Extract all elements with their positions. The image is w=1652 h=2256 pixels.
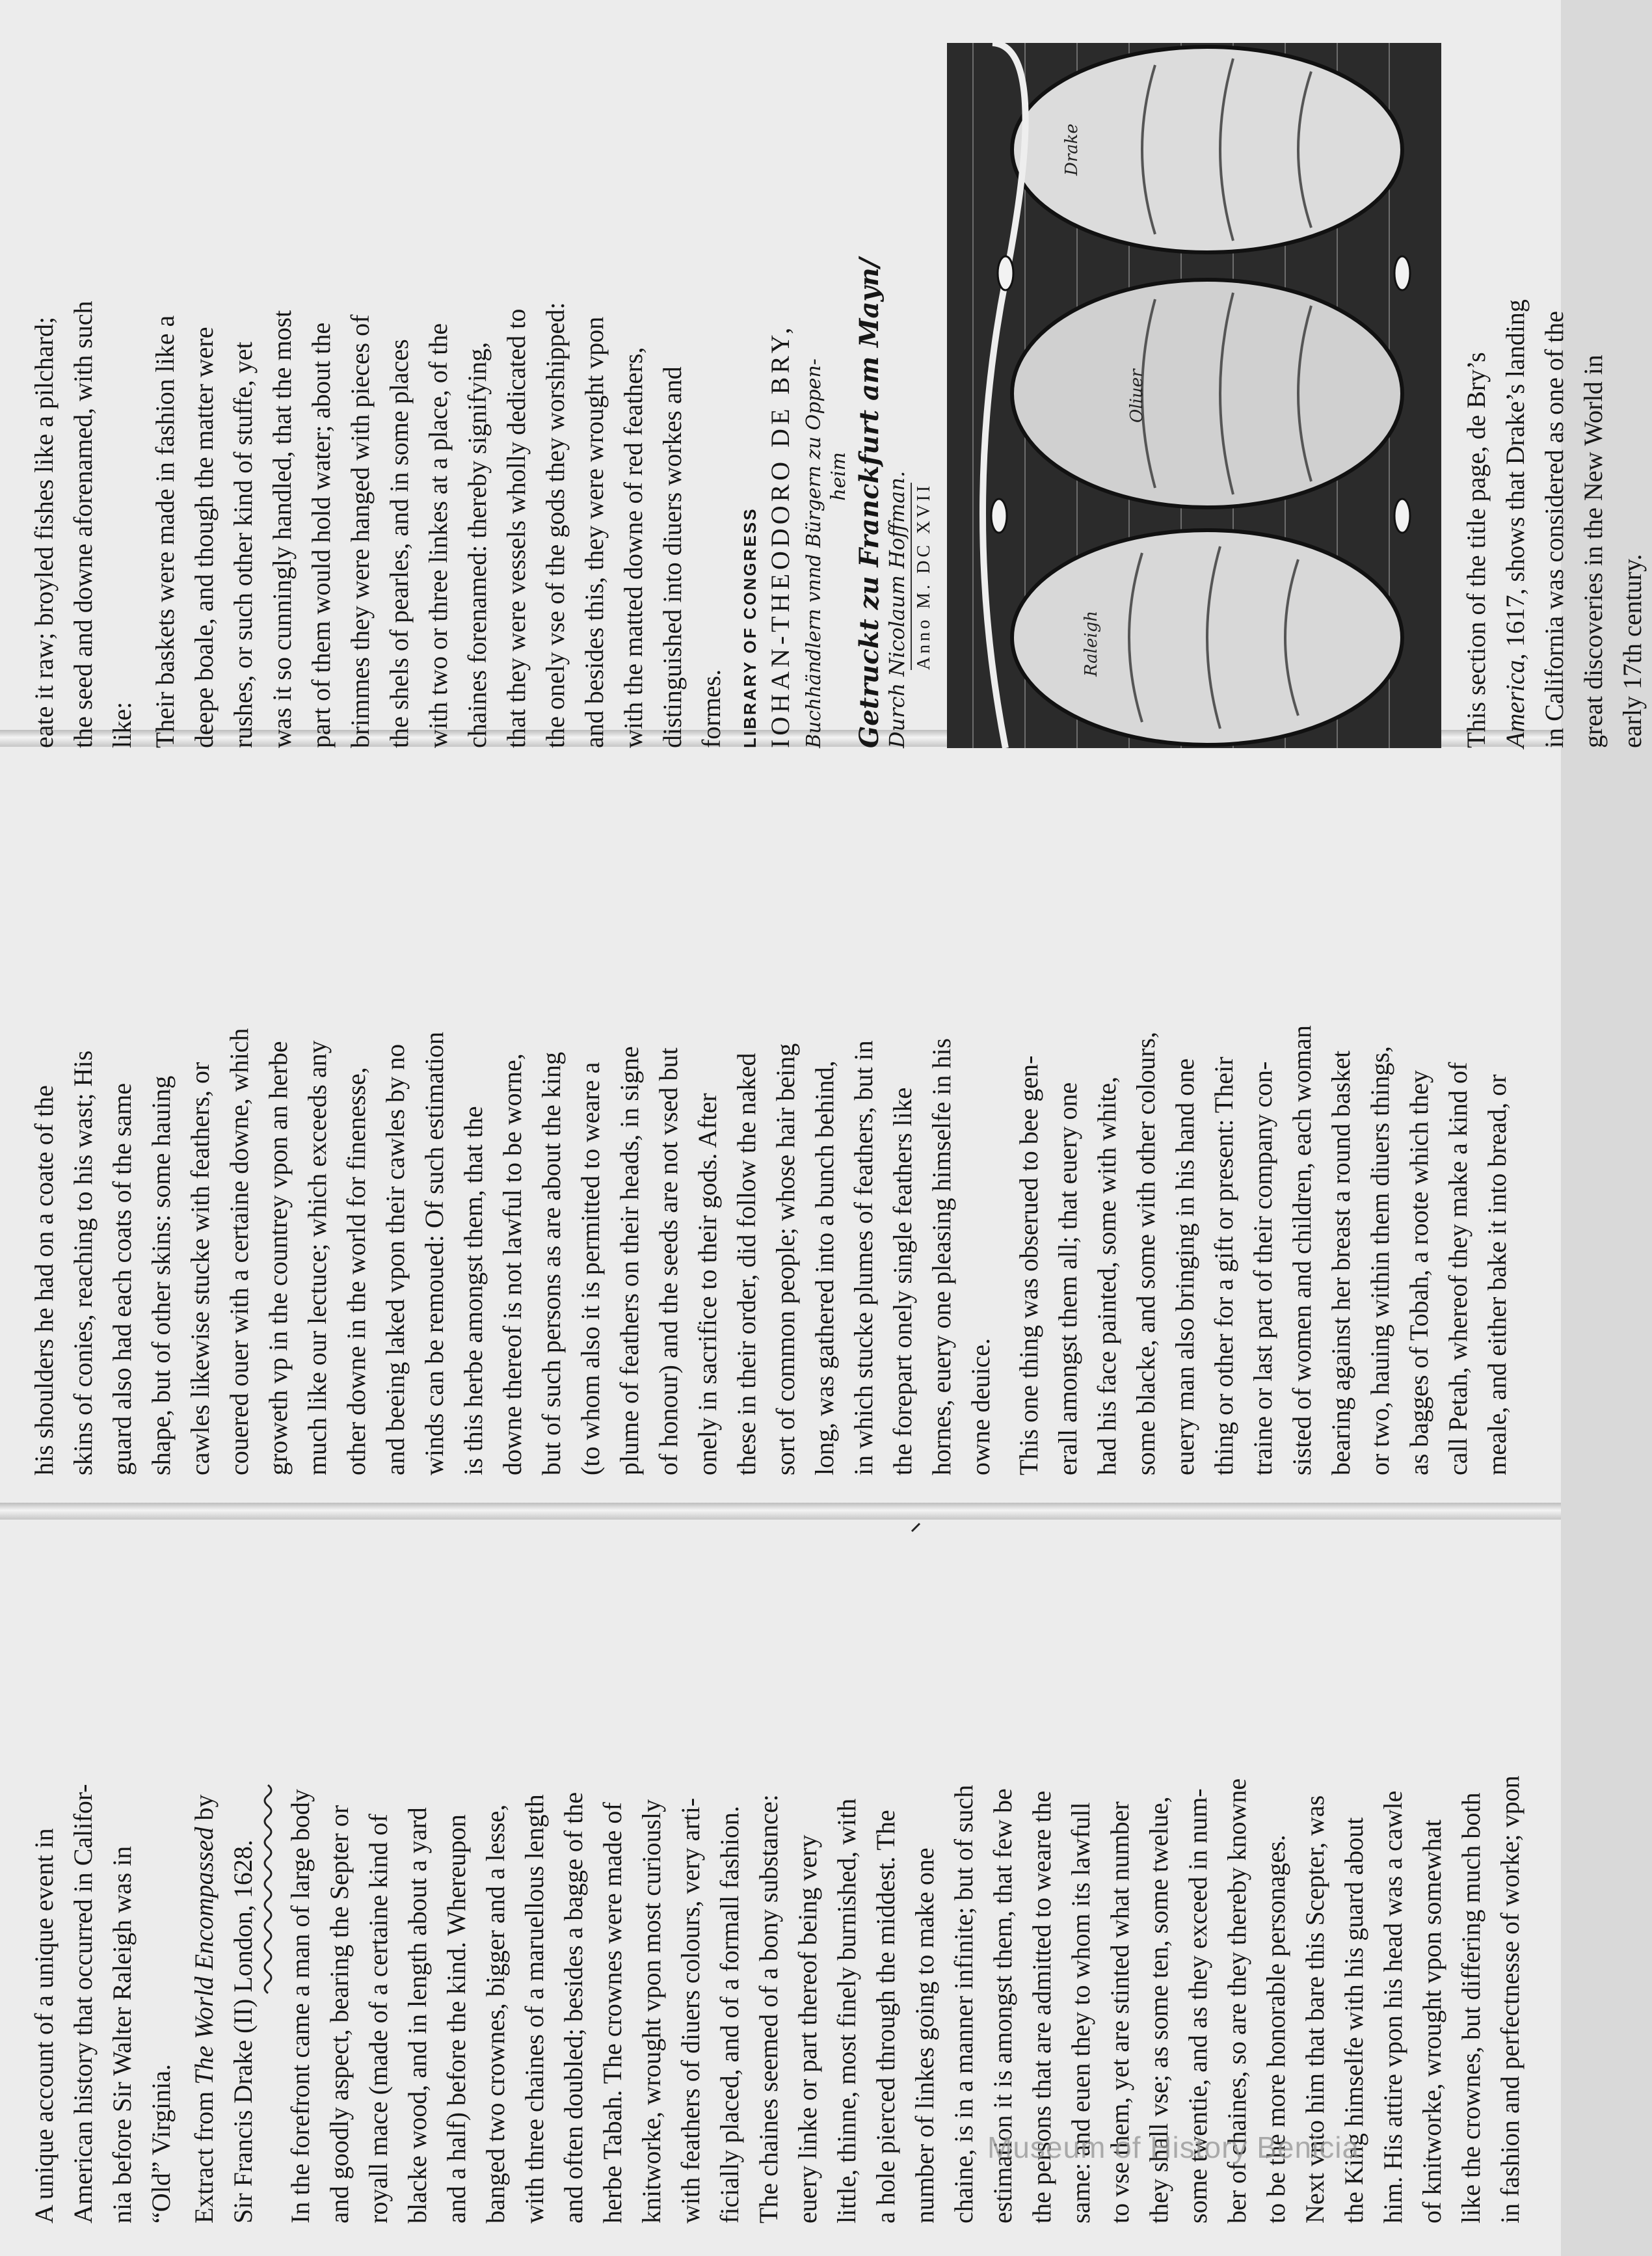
text-line: like:: [107, 701, 137, 748]
text-line: knitworke, wrought vpon most curiously: [637, 1799, 666, 2223]
text-line: brimmes they were hanged with pieces of: [345, 314, 375, 748]
text-line: the seed and downe aforenamed, with such: [68, 301, 98, 748]
extract-author: Sir Francis Drake (II) London, 1628.: [228, 1840, 258, 2223]
text-line: some blacke, and some with other colours,: [1131, 1031, 1160, 1475]
text-line: call Petah, whereof they make a kind of: [1443, 1062, 1472, 1475]
caption-line: early 17th century.: [1618, 554, 1647, 748]
text-line: traine or last part of their company con-: [1248, 1061, 1277, 1475]
caption-line: in California was considered as one of the: [1539, 310, 1569, 748]
text-line: with two or three linkes at a place, of the: [423, 323, 453, 748]
text-line: in which stucke plumes of feathers, but in: [849, 1040, 878, 1475]
middle-panel: [0, 752, 1561, 1504]
text-line: part of them would hold water; about the: [306, 322, 336, 748]
right-panel: [0, 25, 1647, 777]
text-line: royall mace (made of a certaine kind of: [364, 1814, 393, 2223]
text-line: sisted of women and children, each woman: [1287, 1025, 1316, 1475]
portrait-label: Drake: [1062, 124, 1082, 176]
text-line: like the crownes, but differing much both: [1456, 1792, 1485, 2223]
text-line: long, was gathered into a bunch behind,: [810, 1060, 839, 1475]
text-line: Their baskets were made in fashion like a: [150, 315, 180, 748]
text-line: him. His attire vpon his head was a cawle: [1378, 1790, 1407, 2223]
imprint-line: heim: [827, 451, 850, 501]
text-line: thing or other for a gift or present: Their: [1209, 1056, 1238, 1475]
text-line: eate it raw; broyled fishes like a pilchard;: [29, 316, 59, 748]
text-line: they shall vse; as some ten, some twelue,: [1144, 1796, 1173, 2223]
text-line: ficially placed, and of a formall fashion.: [715, 1806, 744, 2223]
intro-line: “Old” Virginia.: [146, 2064, 176, 2223]
text-line: to be the more honorable personages.: [1261, 1834, 1290, 2223]
text-line: chaines forenamed: thereby signifying,: [462, 342, 492, 748]
text-line: shape, but of other skins: some hauing: [146, 1075, 176, 1475]
text-line: euery linke or part thereof being very: [793, 1834, 822, 2223]
portrait-label: Oliuer: [1127, 369, 1147, 423]
de-bry-title-page-engraving: [740, 43, 1443, 748]
text-line: in fashion and perfectnesse of worke; vpon: [1495, 1775, 1525, 2223]
text-line: a hole pierced through the middest. The: [871, 1810, 900, 2223]
pencil-mark: [911, 1522, 921, 1533]
intro-line: American history that occurred in Califor-: [68, 1784, 98, 2223]
text-line: some twentie, and as they exceed in num-: [1183, 1788, 1212, 2223]
caption-line: This section of the title page, de Bry’s: [1461, 352, 1491, 748]
text-line: In the forefront came a man of large body: [286, 1789, 315, 2223]
text-line: much like our lectuce; which exceeds any: [302, 1040, 332, 1475]
globe-portrait-drake: [1012, 47, 1402, 252]
text-line: formes.: [697, 669, 726, 748]
text-line: and goodly aspect, bearing the Septer or: [325, 1805, 354, 2223]
text-line: rushes, or such other kind of stuffe, yet: [228, 342, 258, 748]
engraving-caption: [1457, 48, 1652, 748]
text-line: number of linkes going to make one: [910, 1847, 939, 2223]
engraving-imprint: [740, 43, 939, 748]
engraving-illustration: [947, 43, 1441, 748]
text-line: cawles likewise stucke with feathers, or: [185, 1062, 215, 1475]
text-line: erall amongst them all; that euery one: [1053, 1082, 1082, 1475]
text-line: the shels of pearles, and in some places: [384, 339, 414, 748]
text-line: onely in sacrifice to their gods. After: [693, 1093, 722, 1475]
body-paragraph: [281, 1524, 1530, 2223]
text-line: blacke wood, and in length about a yard: [403, 1807, 432, 2223]
text-line: little, thinne, most finely burnished, with: [832, 1798, 861, 2223]
text-line: Next vnto him that bare this Scepter, was: [1300, 1795, 1329, 2223]
text-line: of knitworke, wrought vpon somewhat: [1417, 1819, 1446, 2223]
text-line: with three chaines of a maruellous length: [520, 1794, 549, 2223]
imprint-line: Buchhändlern vnnd Bürgern zu Oppen-: [803, 358, 825, 748]
text-line: distinguished into diuers workes and: [658, 366, 687, 748]
book-title: The World Encompassed: [189, 1827, 219, 2085]
text-line: couered ouer with a certaine downe, which: [224, 1028, 254, 1475]
text-line: winds can be remoued: Of such estimation: [420, 1031, 449, 1475]
text-line: is this herbe amongst them, that the: [459, 1106, 488, 1475]
text-line: with the matted downe of red feathers,: [619, 347, 648, 748]
extract-citation: [185, 1524, 263, 2223]
text-line: chaine, is in a manner infinite; but of such: [949, 1784, 978, 2223]
text-line: guard also had each coats of the same: [107, 1082, 137, 1475]
text-line: as bagges of Tobah, a roote which they: [1404, 1070, 1433, 1475]
text-line: and a half) before the kind. Whereupon: [442, 1814, 471, 2223]
text-line: hornes, euery one pleasing himselfe in his: [927, 1038, 956, 1475]
text-line: downe thereof is not lawful to be worne,: [498, 1053, 527, 1475]
text-line: the onely vse of the gods they worshipped:: [540, 302, 570, 748]
text-line: or two, hauing within them diuers things,: [1365, 1046, 1394, 1475]
globe-portrait-oliuer: [1012, 280, 1402, 507]
text-line: plume of feathers on their heads, in signe: [615, 1046, 644, 1475]
body-paragraph: [1009, 775, 1517, 1475]
text-line: to vse them, yet are stinted what number: [1105, 1801, 1134, 2223]
imprint-line: Getruckt zu Franckfurt am Mayn/: [854, 258, 885, 748]
caption-line: [1496, 48, 1535, 748]
text-line: that they were vessels wholly dedicated to: [501, 308, 531, 748]
imprint-year: Anno M. DC XVII: [911, 483, 935, 670]
intro-line: nia before Sir Walter Raleigh was in: [107, 1846, 137, 2223]
text-line: his shoulders he had on a coate of the: [29, 1085, 59, 1475]
imprint-line: Durch Nicolaum Hoffman.: [885, 470, 909, 748]
text-line: banged two crownes, bigger and a lesse,: [481, 1804, 510, 2223]
text-line: estimation it is amongst them, that few be: [988, 1788, 1017, 2223]
text-line: euery man also bringing in his hand one: [1170, 1058, 1199, 1475]
text-line: the persons that are admitted to weare the: [1027, 1790, 1056, 2223]
text-line: meale, and either bake it into bread, or: [1482, 1074, 1512, 1475]
text-line: sort of common people; whose hair being: [771, 1043, 800, 1475]
library-of-congress-stamp: LIBRARY OF CONGRESS: [740, 507, 760, 748]
text-line: The chaines seemed of a bony substance:: [754, 1794, 783, 2223]
portrait-label: Raleigh: [1082, 610, 1101, 677]
printer-name: IOHAN-THEODORO DE BRY,: [766, 323, 795, 748]
body-paragraph: [25, 775, 1000, 1475]
text-line: the forepart onely single feathers like: [888, 1087, 917, 1475]
text-line: other downe in the world for finenesse,: [341, 1067, 371, 1475]
extract-suffix: by: [189, 1794, 219, 1827]
text-line: had his face painted, some with white,: [1092, 1076, 1121, 1475]
text-line: these in their order, did follow the naked: [732, 1053, 761, 1475]
text-line: herbe Tabah. The crownes were made of: [598, 1802, 627, 2223]
text-line: with feathers of diuers colours, very arti-: [676, 1797, 705, 2223]
text-line: the King himselfe with his guard about: [1339, 1817, 1368, 2223]
text-line: and beeing laked vpon their cawles by no: [380, 1043, 410, 1475]
text-line: but of such persons as are about the king: [537, 1052, 566, 1475]
text-line: (to whom also it is permitted to weare a: [576, 1062, 605, 1475]
intro-line: A unique account of a unique event in: [29, 1828, 59, 2223]
intro-paragraph: [25, 1524, 181, 2223]
text-line: groweth vp in the countrey vpon an herbe: [263, 1041, 293, 1475]
text-line: of honour) and the seeds are not vsed but: [654, 1047, 683, 1475]
text-line: This one thing was obserued to bee gen-: [1014, 1055, 1043, 1475]
caption-line-rest: 1617, shows that Drake’s landing: [1500, 299, 1530, 654]
text-line: and besides this, they were wrought vpon: [580, 316, 609, 748]
caption-title: America,: [1500, 653, 1530, 748]
text-line: and often doubled; besides a bagge of the: [559, 1792, 588, 2223]
caption-line: great discoveries in the New World in: [1579, 355, 1608, 748]
text-line: was it so cunningly handled, that the most: [267, 310, 297, 748]
text-line: bearing against her breast a round basket: [1326, 1050, 1355, 1475]
text-line: same: and euen they to whom its lawfull: [1066, 1802, 1095, 2223]
extract-prefix: Extract from: [189, 2084, 219, 2223]
body-paragraph: [25, 48, 142, 748]
text-line: owne deuice.: [966, 1337, 995, 1475]
text-line: skins of conies, reaching to his wast; His: [68, 1050, 98, 1475]
museum-watermark: Museum of History Benicia: [987, 2130, 1360, 2164]
text-line: ber of chaines, so are they thereby knowne: [1222, 1778, 1251, 2223]
text-line: deepe boale, and though the matter were: [189, 327, 219, 748]
globe-portrait-raleigh: [1012, 530, 1402, 745]
body-paragraph: [146, 48, 731, 748]
